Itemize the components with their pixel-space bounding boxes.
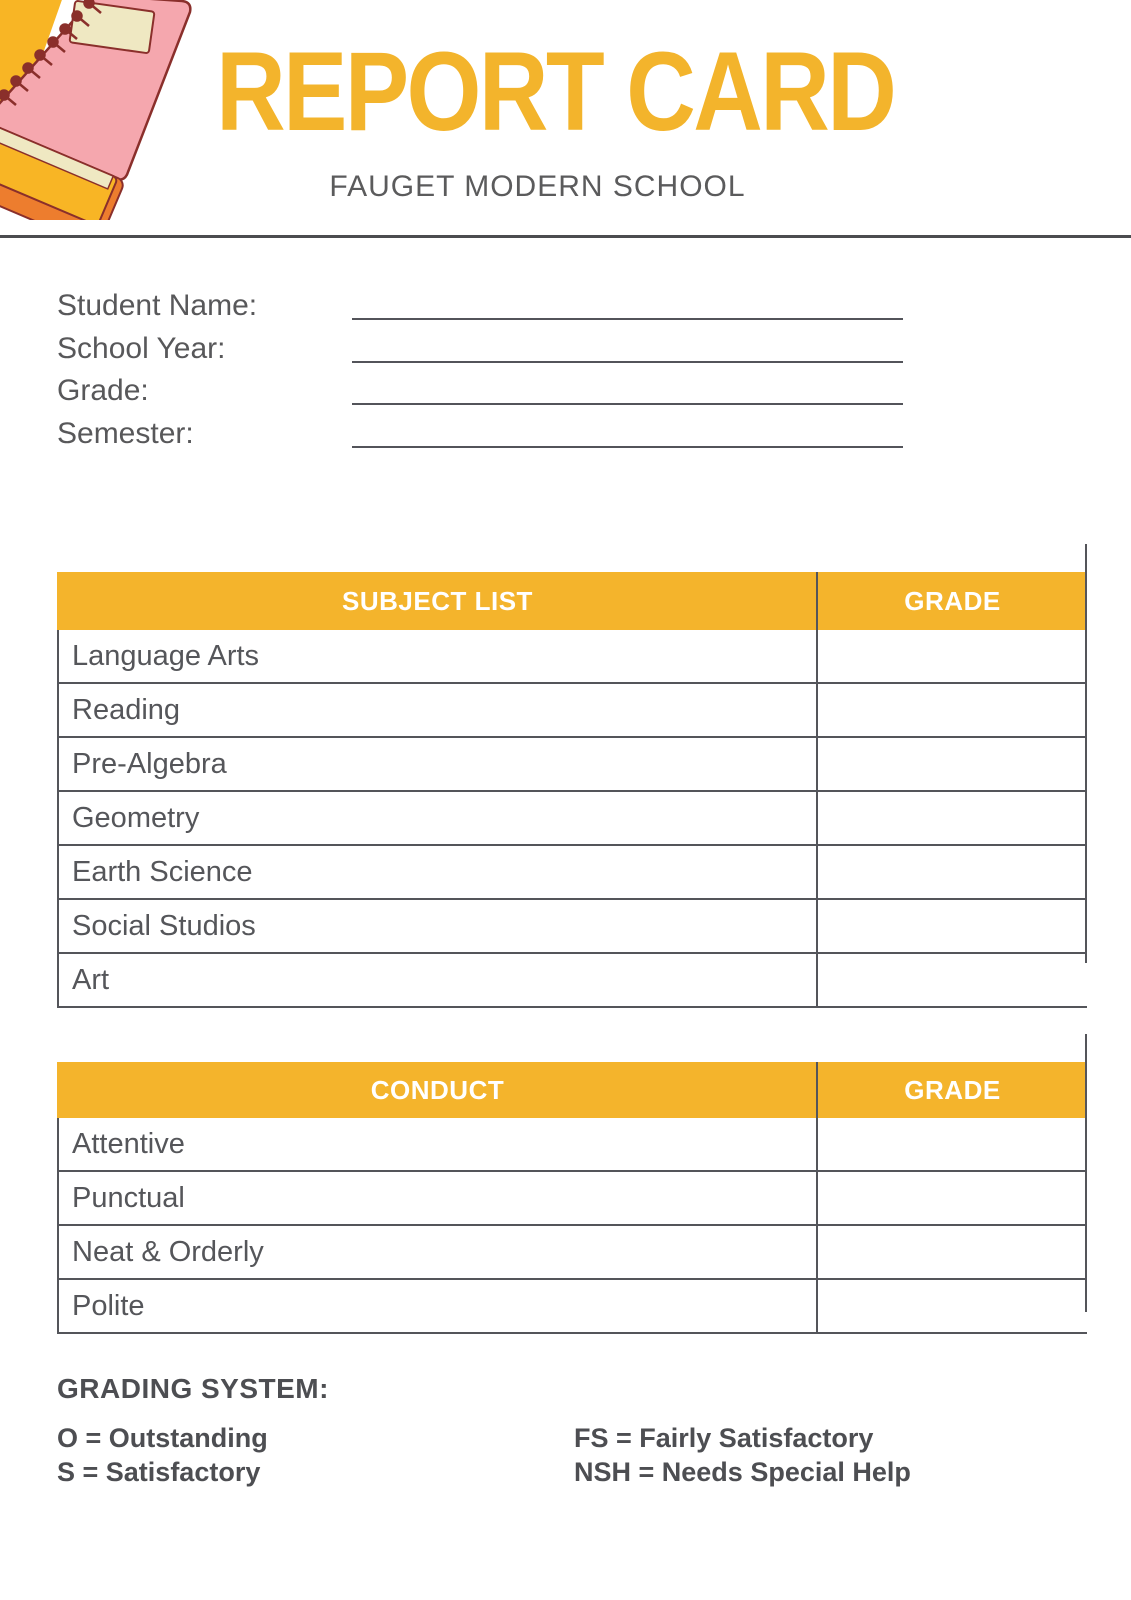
grade-cell[interactable] bbox=[818, 792, 1087, 844]
subject-cell: Earth Science bbox=[72, 855, 253, 888]
form-row-grade bbox=[57, 374, 907, 414]
grade-cell[interactable] bbox=[818, 1280, 1087, 1332]
form-row-school-year bbox=[57, 332, 907, 372]
semester-label: Semester: bbox=[57, 417, 194, 450]
table-row bbox=[57, 954, 1087, 1008]
conduct-cell: Punctual bbox=[72, 1181, 185, 1214]
legend-item: FS = Fairly Satisfactory bbox=[574, 1423, 874, 1453]
subject-cell: Art bbox=[72, 963, 110, 996]
grade-cell[interactable] bbox=[818, 630, 1087, 682]
school-name: FAUGET MODERN SCHOOL bbox=[329, 170, 746, 203]
subject-cell: Reading bbox=[72, 693, 181, 726]
conduct-cell: Polite bbox=[72, 1289, 145, 1322]
grade-cell[interactable] bbox=[818, 738, 1087, 790]
table-row bbox=[57, 738, 1087, 792]
student-name-label: Student Name: bbox=[57, 289, 258, 322]
grade-cell[interactable] bbox=[818, 846, 1087, 898]
table-left-border bbox=[57, 630, 59, 1008]
grading-system-heading: GRADING SYSTEM: bbox=[57, 1373, 329, 1404]
conduct-table-header bbox=[57, 1062, 1087, 1118]
page-title: REPORT CARD bbox=[215, 29, 894, 154]
header-divider bbox=[0, 235, 1131, 238]
legend-item: S = Satisfactory bbox=[57, 1457, 261, 1487]
table-row bbox=[57, 1280, 1087, 1334]
subject-cell: Social Studios bbox=[72, 909, 256, 942]
conduct-table bbox=[57, 1062, 1087, 1334]
subject-cell: Language Arts bbox=[72, 639, 260, 672]
table-row bbox=[57, 846, 1087, 900]
school-year-input-line[interactable] bbox=[352, 361, 903, 363]
table-column-divider bbox=[816, 1062, 818, 1334]
subject-table bbox=[57, 572, 1087, 1008]
table-row bbox=[57, 684, 1087, 738]
table-right-border bbox=[1085, 1034, 1087, 1312]
student-name-input-line[interactable] bbox=[352, 318, 903, 320]
table-column-divider bbox=[816, 572, 818, 1008]
table-right-border bbox=[1085, 544, 1087, 963]
table-row bbox=[57, 792, 1087, 846]
school-year-label: School Year: bbox=[57, 332, 226, 365]
grade-cell[interactable] bbox=[818, 1118, 1087, 1170]
grading-legend-left bbox=[57, 1421, 268, 1489]
column-header-conduct: CONDUCT bbox=[370, 1074, 505, 1105]
grade-input-line[interactable] bbox=[352, 403, 903, 405]
conduct-cell: Attentive bbox=[72, 1127, 185, 1160]
grade-cell[interactable] bbox=[818, 1226, 1087, 1278]
column-header-grade: GRADE bbox=[904, 585, 1001, 616]
grade-cell[interactable] bbox=[818, 1172, 1087, 1224]
table-left-border bbox=[57, 1118, 59, 1334]
form-row-student-name bbox=[57, 289, 907, 329]
column-header-grade: GRADE bbox=[904, 1074, 1001, 1105]
subject-cell: Pre-Algebra bbox=[72, 747, 227, 780]
grade-label: Grade: bbox=[57, 374, 149, 407]
table-row bbox=[57, 630, 1087, 684]
legend-item: NSH = Needs Special Help bbox=[574, 1457, 911, 1487]
subject-table-header bbox=[57, 572, 1087, 630]
semester-input-line[interactable] bbox=[352, 446, 903, 448]
conduct-cell: Neat & Orderly bbox=[72, 1235, 264, 1268]
table-row bbox=[57, 1226, 1087, 1280]
grade-cell[interactable] bbox=[818, 684, 1087, 736]
grade-cell[interactable] bbox=[818, 900, 1087, 952]
form-row-semester bbox=[57, 417, 907, 457]
table-row bbox=[57, 1172, 1087, 1226]
table-row bbox=[57, 1118, 1087, 1172]
column-header-subject-list: SUBJECT LIST bbox=[342, 585, 533, 616]
table-row bbox=[57, 900, 1087, 954]
legend-item: O = Outstanding bbox=[57, 1423, 268, 1453]
grading-legend-right bbox=[574, 1421, 911, 1489]
grade-cell[interactable] bbox=[818, 954, 1087, 1006]
subject-cell: Geometry bbox=[72, 801, 200, 834]
